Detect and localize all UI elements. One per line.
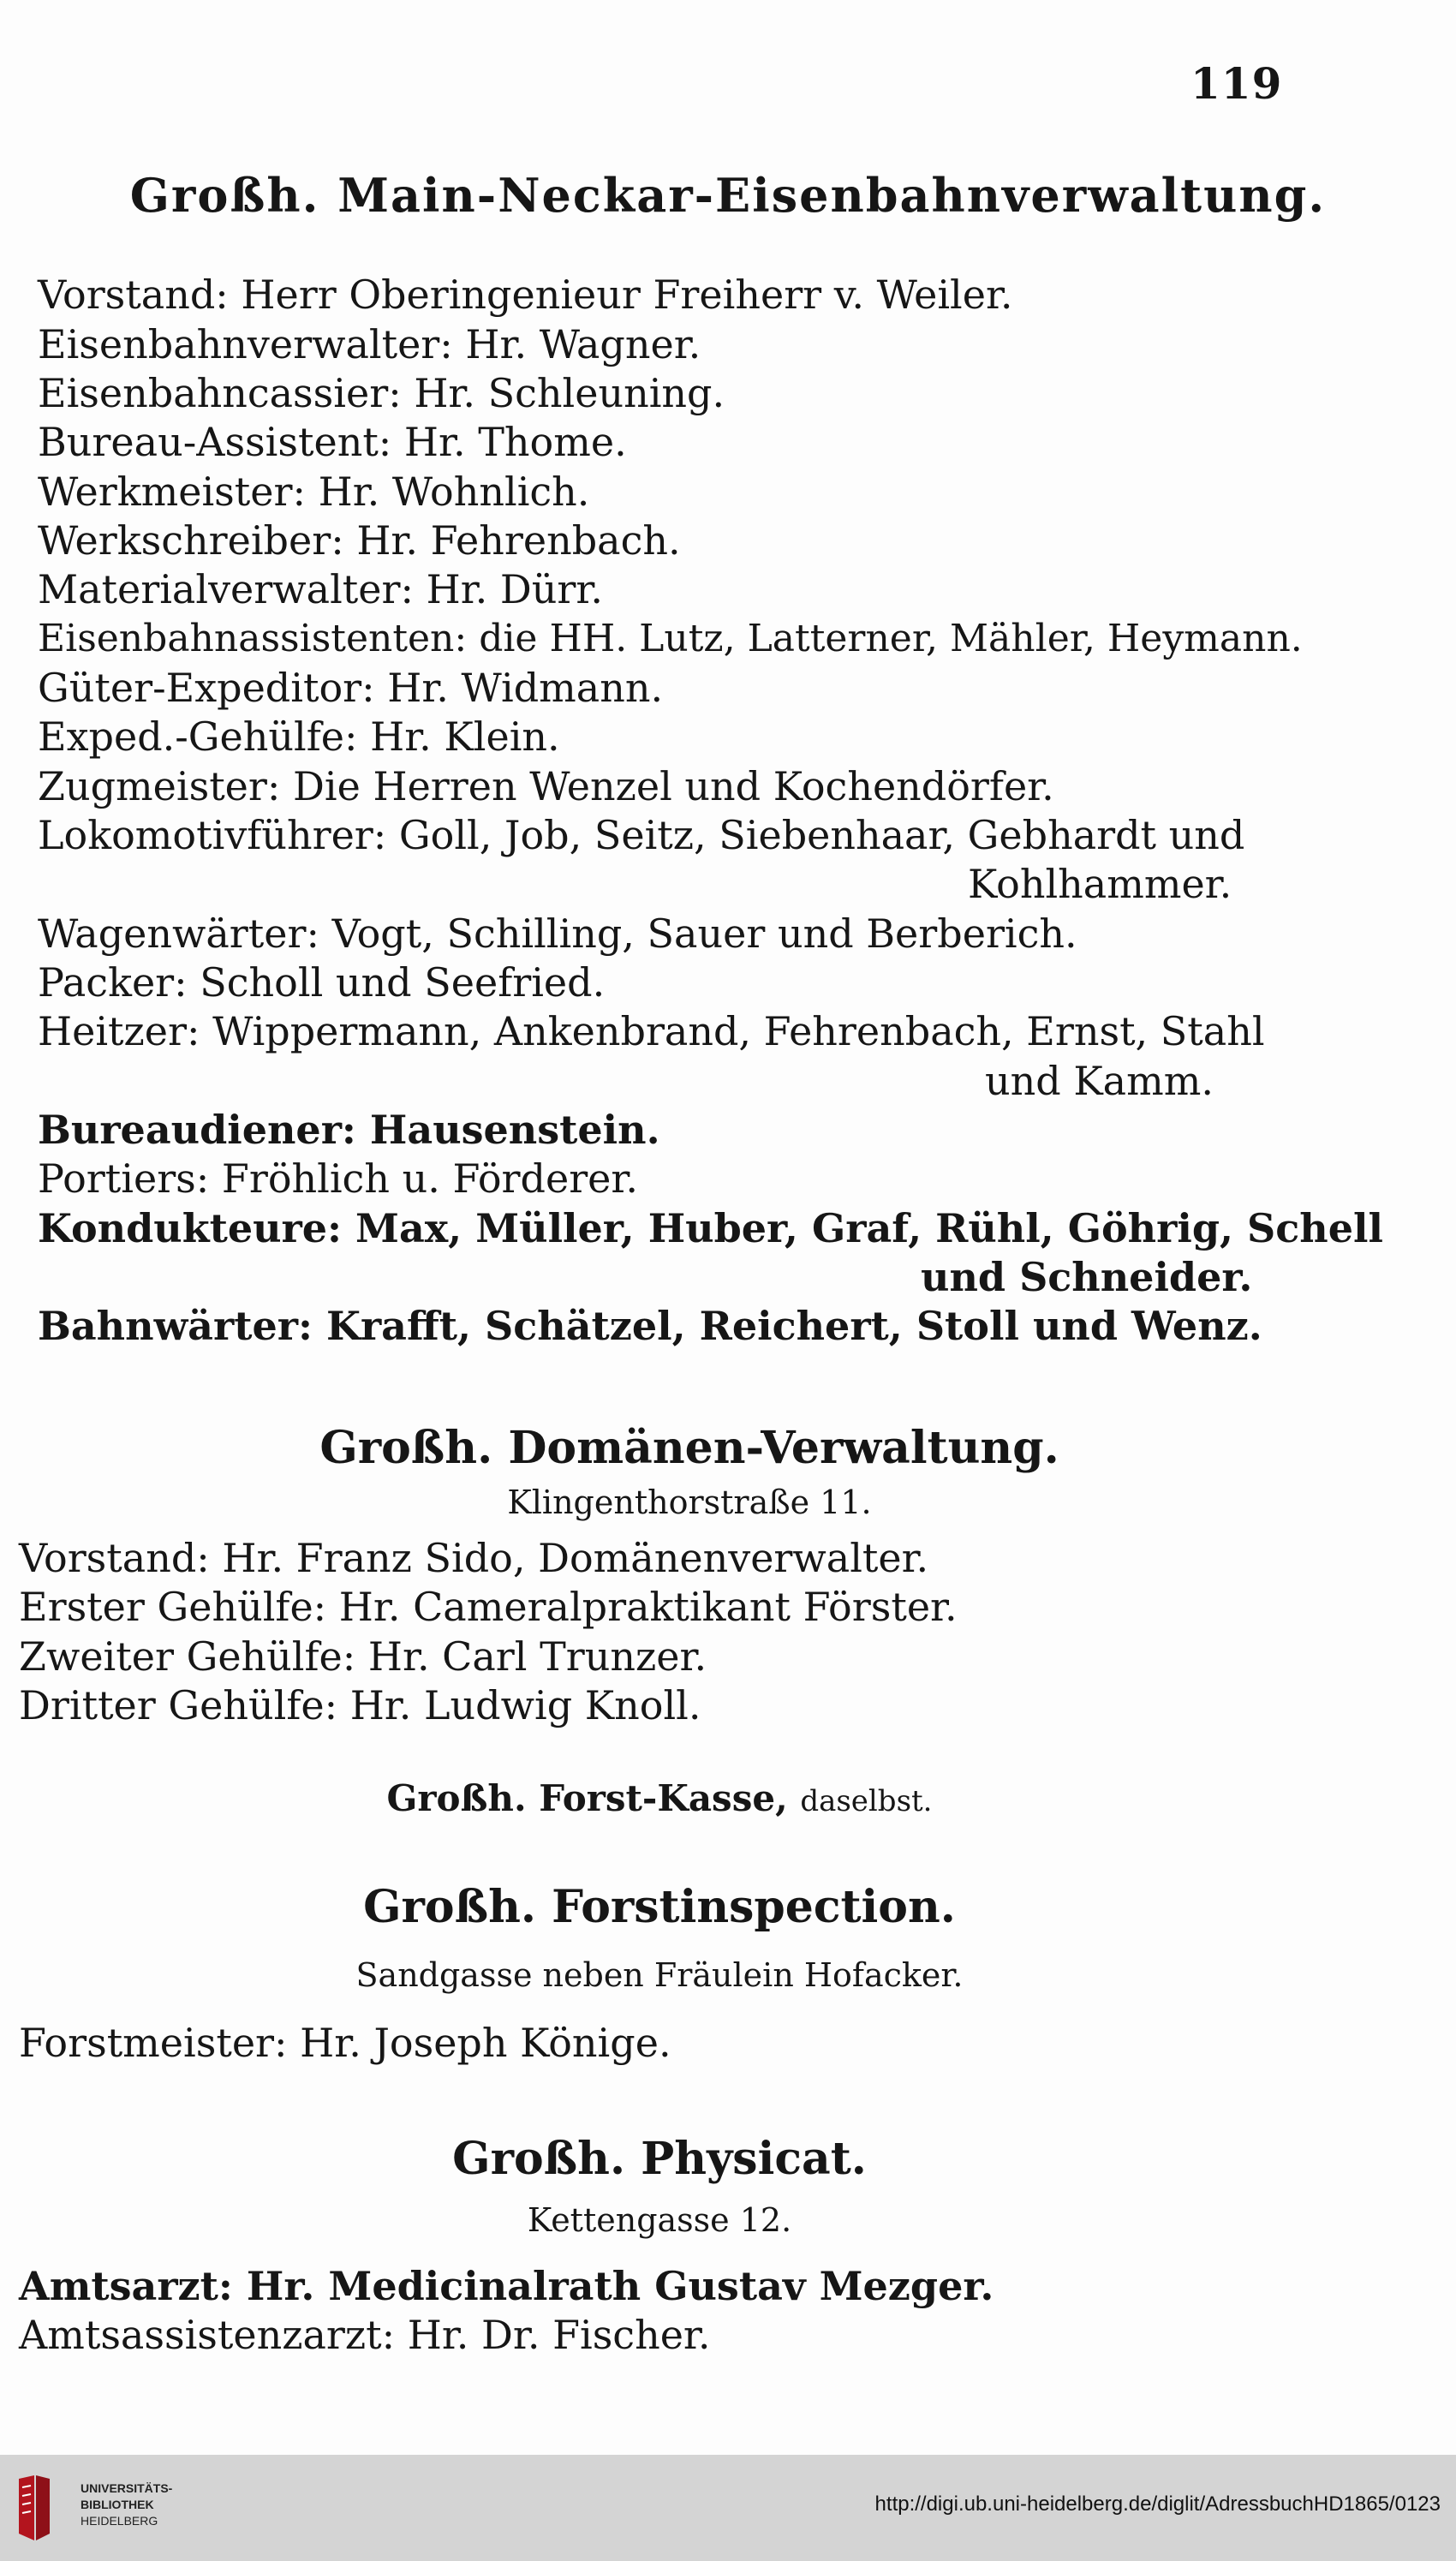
entry-line: Portiers: Fröhlich u. Förderer. bbox=[38, 1155, 638, 1202]
entry-line: Kondukteure: Max, Müller, Huber, Graf, Rühl, Göhrig, Schell bbox=[38, 1205, 1383, 1251]
entry-line: Zweiter Gehülfe: Hr. Carl Trunzer. bbox=[19, 1633, 707, 1680]
entry-line: Heitzer: Wippermann, Ankenbrand, Fehrenbach, Ernst, Stahl bbox=[38, 1008, 1265, 1054]
entry-line: Werkschreiber: Hr. Fehrenbach. bbox=[38, 517, 681, 564]
institution-line: BIBLIOTHEK bbox=[81, 2498, 154, 2511]
entry-line: Materialverwalter: Hr. Dürr. bbox=[38, 566, 603, 612]
entry-line: Exped.-Gehülfe: Hr. Klein. bbox=[38, 713, 560, 760]
forstkasse-suffix: daselbst. bbox=[800, 1784, 933, 1818]
forstkasse-title: Großh. Forst-Kasse, bbox=[386, 1777, 788, 1819]
entry-line: Bureaudiener: Hausenstein. bbox=[38, 1107, 660, 1153]
entry-line: Amtsassistenzarzt: Hr. Dr. Fischer. bbox=[19, 2312, 711, 2358]
entry-line: Vorstand: Hr. Franz Sido, Domänenverwalter. bbox=[19, 1535, 929, 1581]
entry-line: Werkmeister: Hr. Wohnlich. bbox=[38, 469, 590, 515]
institution-name bbox=[81, 2480, 172, 2529]
section-heading-forstkasse bbox=[0, 1777, 1387, 1819]
entry-line: Bahnwärter: Krafft, Schätzel, Reichert, Stoll und Wenz. bbox=[38, 1303, 1262, 1349]
university-library-logo-icon bbox=[15, 2474, 53, 2542]
footer-bar bbox=[0, 2455, 1456, 2561]
section-heading-forstinspection: Großh. Forstinspection. bbox=[363, 1881, 956, 1933]
section-heading-domaenen: Großh. Domänen-Verwaltung. bbox=[319, 1422, 1059, 1474]
entry-line-continuation: und Schneider. bbox=[921, 1254, 1253, 1300]
section-address: Kettengasse 12. bbox=[527, 2201, 792, 2239]
entry-line-continuation: Kohlhammer. bbox=[968, 861, 1232, 907]
institution-line: UNIVERSITÄTS- bbox=[81, 2481, 173, 2495]
entry-line: Packer: Scholl und Seefried. bbox=[38, 959, 606, 1006]
entry-line: Erster Gehülfe: Hr. Cameralpraktikant Förster. bbox=[19, 1584, 958, 1630]
entry-line: Eisenbahncassier: Hr. Schleuning. bbox=[38, 370, 725, 416]
section-heading-main-neckar: Großh. Main-Neckar-Eisenbahnverwaltung. bbox=[129, 168, 1327, 223]
entry-line: Wagenwärter: Vogt, Schilling, Sauer und Berberich. bbox=[38, 910, 1077, 957]
entry-line: Dritter Gehülfe: Hr. Ludwig Knoll. bbox=[19, 1682, 701, 1728]
entry-line-continuation: und Kamm. bbox=[985, 1058, 1214, 1104]
entry-line: Amtsarzt: Hr. Medicinalrath Gustav Mezger. bbox=[19, 2263, 994, 2309]
entry-line: Güter-Expeditor: Hr. Widmann. bbox=[38, 665, 664, 711]
section-address: Klingenthorstraße 11. bbox=[507, 1483, 872, 1521]
entry-line: Lokomotivführer: Goll, Job, Seitz, Siebenhaar, Gebhardt und bbox=[38, 812, 1245, 858]
source-url-link[interactable]: http://digi.ub.uni-heidelberg.de/diglit/AdressbuchHD1865/0123 bbox=[874, 2492, 1441, 2516]
institution-line: HEIDELBERG bbox=[81, 2514, 158, 2528]
section-address: Sandgasse neben Fräulein Hofacker. bbox=[355, 1956, 964, 1994]
entry-line: Vorstand: Herr Oberingenieur Freiherr v. Weiler. bbox=[38, 272, 1013, 318]
entry-line: Forstmeister: Hr. Joseph Könige. bbox=[19, 2020, 671, 2066]
entry-line: Eisenbahnverwalter: Hr. Wagner. bbox=[38, 321, 701, 367]
entry-line: Zugmeister: Die Herren Wenzel und Kochendörfer. bbox=[38, 763, 1054, 809]
entry-line: Eisenbahnassistenten: die HH. Lutz, Latterner, Mähler, Heymann. bbox=[38, 617, 1303, 660]
page-number: 119 bbox=[1190, 58, 1283, 109]
entry-line: Bureau-Assistent: Hr. Thome. bbox=[38, 419, 627, 465]
section-heading-physicat: Großh. Physicat. bbox=[452, 2133, 867, 2185]
